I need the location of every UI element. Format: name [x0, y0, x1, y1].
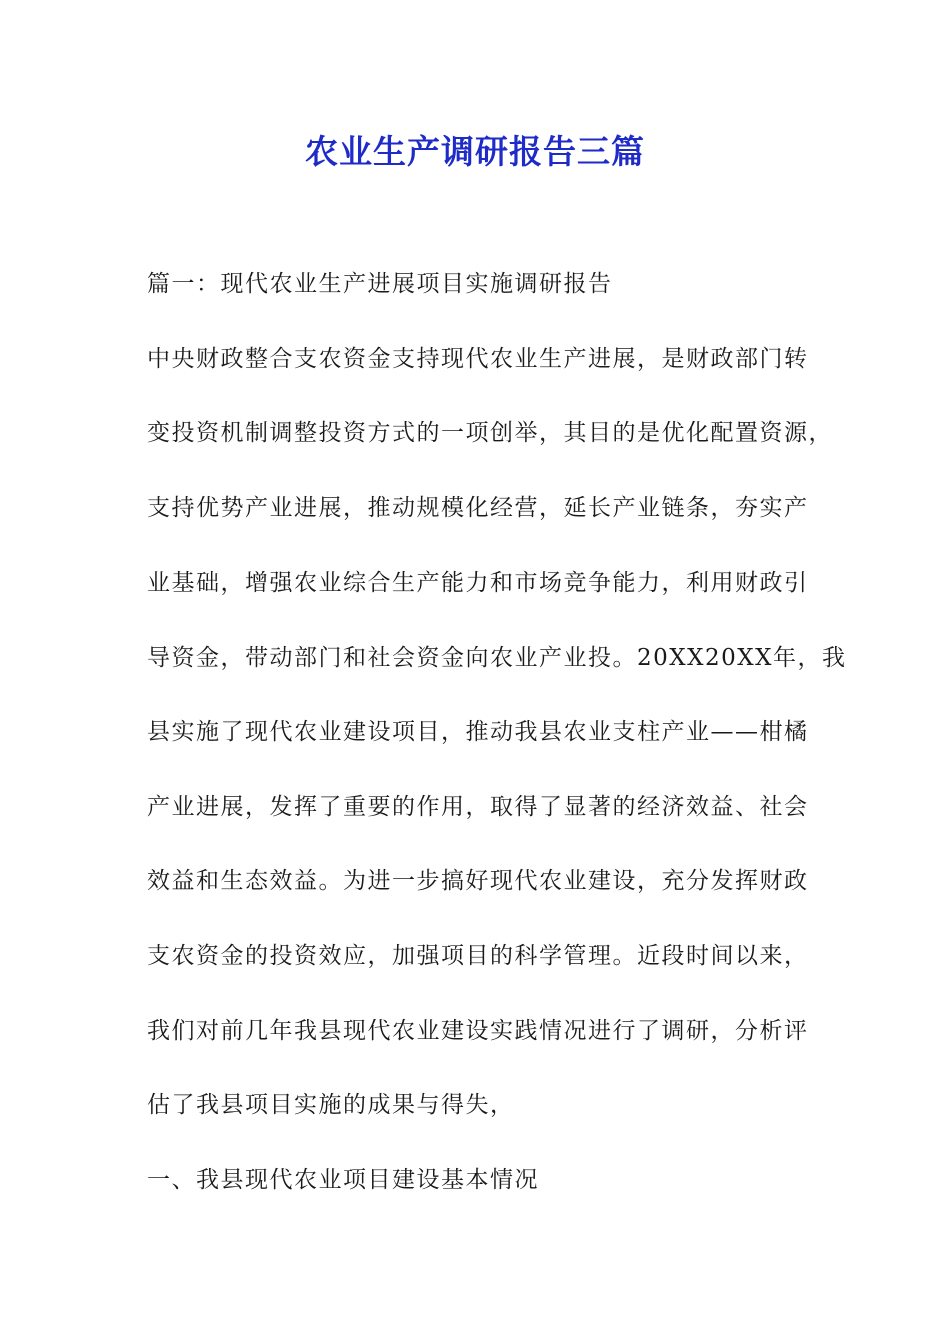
paragraph-line: 导资金，带动部门和社会资金向农业产业投。20XX20XX年，我 — [147, 645, 847, 671]
paragraph-line: 变投资机制调整投资方式的一项创举，其目的是优化配置资源， — [147, 420, 833, 446]
paragraph-line: 估了我县项目实施的成果与得失， — [147, 1092, 515, 1118]
section-subheading: 一、我县现代农业项目建设基本情况 — [147, 1167, 539, 1193]
paragraph-line: 效益和生态效益。为进一步搞好现代农业建设，充分发挥财政 — [147, 868, 809, 894]
paragraph-line: 县实施了现代农业建设项目，推动我县农业支柱产业——柑橘 — [147, 719, 809, 745]
paragraph-line: 我们对前几年我县现代农业建设实践情况进行了调研，分析评 — [147, 1018, 809, 1044]
paragraph-line: 业基础，增强农业综合生产能力和市场竞争能力，利用财政引 — [147, 570, 809, 596]
paragraph-line: 支农资金的投资效应，加强项目的科学管理。近段时间以来， — [147, 943, 809, 969]
paragraph-line: 支持优势产业进展，推动规模化经营，延长产业链条，夯实产 — [147, 495, 809, 521]
paragraph-line: 中央财政整合支农资金支持现代农业生产进展，是财政部门转 — [147, 346, 809, 372]
section-heading: 篇一：现代农业生产进展项目实施调研报告 — [147, 271, 613, 297]
document-title: 农业生产调研报告三篇 — [305, 132, 645, 171]
paragraph-line: 产业进展，发挥了重要的作用，取得了显著的经济效益、社会 — [147, 794, 809, 820]
